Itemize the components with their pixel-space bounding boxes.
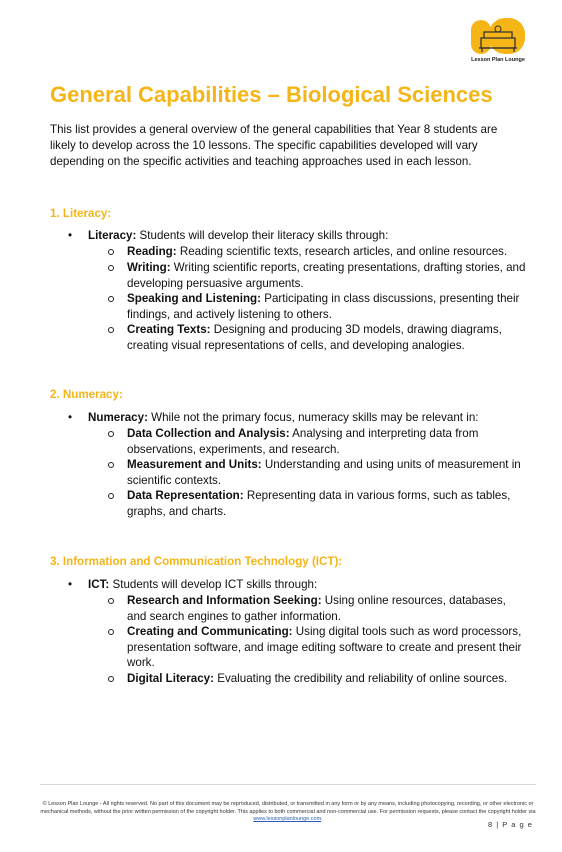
item-text: Evaluating the credibility and reliability of online sources.	[213, 672, 508, 685]
bullet-label: Literacy:	[88, 229, 137, 242]
item-text: Analysing and interpreting data from observations, experiments, and research.	[127, 427, 479, 456]
intro-paragraph: This list provides a general overview of the general capabilities that Year 8 students are likely to develop across the 10 lessons. The specific capabilities developed will vary depending on the specific activities and teaching approaches used in each lesson.	[50, 123, 498, 168]
logo-wordmark: Lesson Plan Lounge	[471, 57, 525, 63]
copyright-text: © Lesson Plan Lounge - All rights reserved. No part of this document may be reproduced, distributed, or transmitted in any form or by any means, including photocopying, recording, or other electronic or mechanical methods, without the prior written permission of the copyright holder. This applies to both commercial and non-commercial use. For permission requests, please contact the copyright holder via	[40, 801, 536, 815]
circle-bullet-icon	[108, 265, 114, 271]
section-heading-numeracy: 2. Numeracy:	[50, 388, 123, 401]
section-heading-literacy: 1. Literacy:	[50, 207, 112, 220]
copyright-footer	[40, 801, 536, 824]
footer-divider	[40, 784, 536, 785]
item-text: Participating in class discussions, presenting their findings, and actively listening to others.	[127, 292, 520, 321]
list-item	[108, 457, 528, 488]
bullet-icon: •	[68, 578, 73, 591]
bullet-text: While not the primary focus, numeracy skills may be relevant in:	[147, 411, 479, 424]
circle-bullet-icon	[108, 249, 114, 255]
bullet-icon: •	[68, 229, 73, 242]
website-link[interactable]: www.lessonplanlounge.com	[253, 816, 322, 822]
section-heading-ict: 3. Information and Communication Technology (ICT):	[50, 555, 343, 568]
item-text: Using online resources, databases, and search engines to gather information.	[127, 594, 506, 623]
circle-bullet-icon	[108, 462, 114, 468]
item-label: Measurement and Units:	[127, 458, 262, 471]
bullet-label: ICT:	[88, 578, 110, 591]
circle-bullet-icon	[108, 431, 114, 437]
list-item	[108, 624, 528, 671]
item-label: Digital Literacy:	[127, 672, 214, 685]
item-text: Reading scientific texts, research articles, and online resources.	[176, 245, 508, 258]
item-text: Representing data in various forms, such as tables, graphs, and charts.	[127, 489, 511, 518]
list-item	[108, 244, 528, 260]
list-item	[108, 291, 528, 322]
item-label: Creating and Communicating:	[127, 625, 293, 638]
bullet-label: Numeracy:	[88, 411, 148, 424]
page-number-value: 8	[488, 820, 494, 829]
circle-bullet-icon	[108, 676, 114, 682]
list-item	[108, 426, 528, 457]
item-label: Data Collection and Analysis:	[127, 427, 290, 440]
item-label: Reading:	[127, 245, 177, 258]
circle-bullet-icon	[108, 327, 114, 333]
circle-bullet-icon	[108, 598, 114, 604]
item-text: Using digital tools such as word processors, presentation software, and image editing software to create and present their work.	[127, 625, 522, 669]
bullet-text: Students will develop ICT skills through:	[109, 578, 318, 591]
item-label: Creating Texts:	[127, 323, 211, 336]
circle-bullet-icon	[108, 296, 114, 302]
item-label: Writing:	[127, 261, 171, 274]
page-title: General Capabilities – Biological Sciences	[50, 82, 493, 107]
list-item	[108, 671, 528, 687]
item-text: Understanding and using units of measurement in scientific contexts.	[127, 458, 521, 487]
list-item	[108, 593, 528, 624]
bullet-text: Students will develop their literacy skills through:	[136, 229, 389, 242]
page-label: | P a g e	[496, 820, 533, 829]
link-suffix: .	[321, 816, 323, 822]
item-text: Writing scientific reports, creating presentations, drafting stories, and developing persuasive arguments.	[127, 261, 526, 290]
item-label: Research and Information Seeking:	[127, 594, 322, 607]
circle-bullet-icon	[108, 629, 114, 635]
list-item	[108, 260, 528, 291]
bullet-icon: •	[68, 411, 73, 424]
item-text: Designing and producing 3D models, drawing diagrams, creating visual representations of cells, and developing analogies.	[127, 323, 502, 352]
list-item	[108, 322, 528, 353]
page-number	[488, 820, 533, 829]
item-label: Speaking and Listening:	[127, 292, 261, 305]
list-item	[108, 488, 528, 519]
item-label: Data Representation:	[127, 489, 244, 502]
circle-bullet-icon	[108, 493, 114, 499]
